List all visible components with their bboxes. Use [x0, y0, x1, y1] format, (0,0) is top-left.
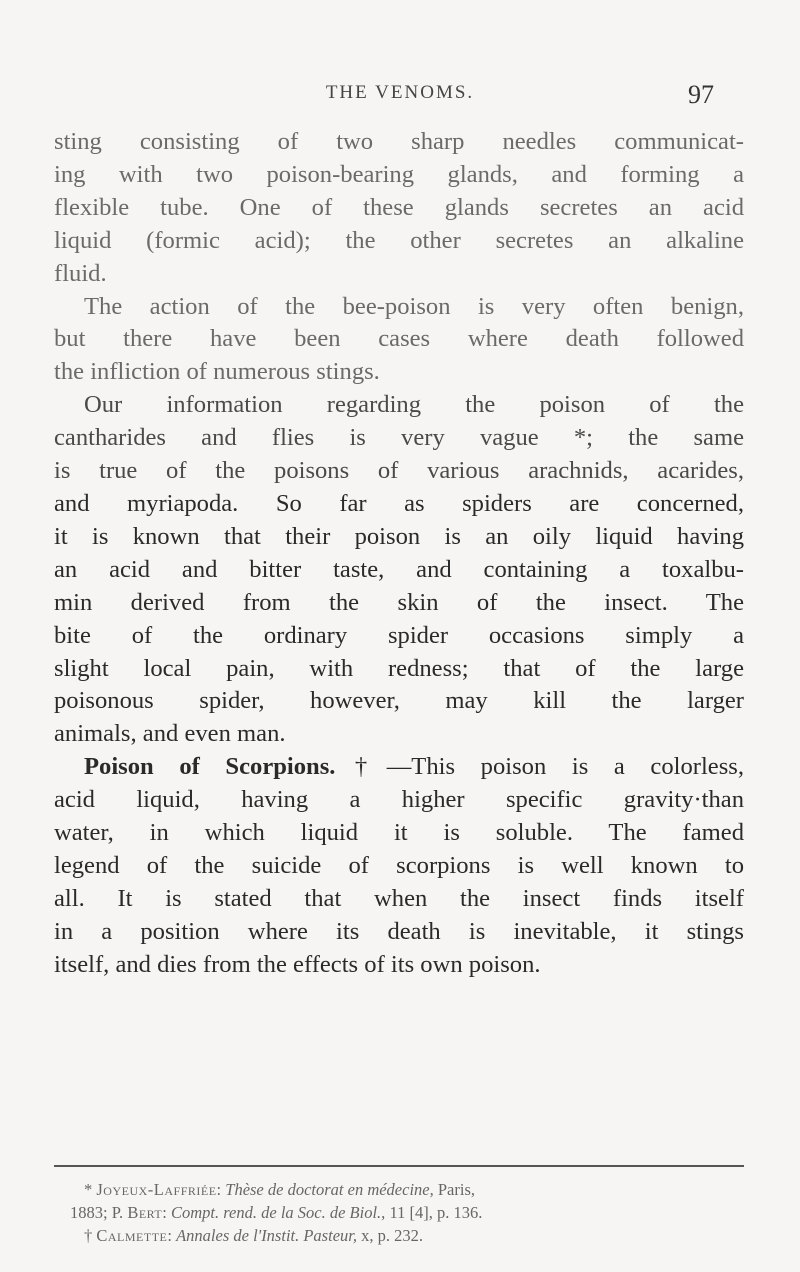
section-heading: Poison of Scorpions. — [84, 753, 336, 781]
footnote-title: Annales de l'Instit. Pasteur, — [176, 1226, 357, 1245]
body-line: animals, and even man. — [54, 720, 286, 748]
body-line: ing with two poison-bearing glands, and forming a — [54, 160, 744, 188]
body-line: The action of the bee-poison is very often benign, — [84, 292, 744, 320]
footnote-divider — [54, 1165, 744, 1167]
footnote-title: Compt. rend. de la Soc. de Biol., — [170, 1203, 386, 1222]
footnote-2: † Calmette: Annales de l'Instit. Pasteur, x, p. 232. — [84, 1226, 423, 1245]
running-head — [0, 82, 800, 112]
body-line: min derived from the skin of the insect. The — [54, 588, 744, 616]
footnote-title: Thèse de doctorat en médecine, — [225, 1180, 434, 1199]
footnote-1: * Joyeux-Laffriée: Thèse de doctorat en médecine, Paris, — [84, 1180, 475, 1199]
body-line: itself, and dies from the effects of its own poison. — [54, 950, 541, 978]
body-line: in a position where its death is inevitable, it stings — [54, 917, 744, 945]
footnote-1-cont: 1883; P. Bert: Compt. rend. de la Soc. de Biol., 11 [4], p. 136. — [70, 1203, 483, 1222]
footnote-text: x, p. 232. — [361, 1226, 423, 1245]
body-line: it is known that their poison is an oily liquid having — [54, 522, 744, 550]
footnote-mark: * — [84, 1180, 93, 1199]
body-line: fluid. — [54, 259, 107, 287]
running-title: THE VENOMS. — [325, 82, 475, 103]
body-line: an acid and bitter taste, and containing a toxalbu- — [54, 555, 744, 583]
body-line: all. It is stated that when the insect finds itself — [54, 884, 744, 912]
body-line: cantharides and flies is very vague *; the same — [54, 424, 744, 452]
body-line: the infliction of numerous stings. — [54, 358, 380, 386]
body-line: slight local pain, with redness; that of the large — [54, 654, 744, 682]
footnotes — [70, 1178, 744, 1247]
footnote-text: Paris, — [437, 1180, 475, 1199]
body-line: bite of the ordinary spider occasions simply a — [54, 621, 744, 649]
footnote-author: Joyeux-Laffriée — [96, 1180, 217, 1199]
scorpion-paragraph-first-line — [54, 751, 744, 784]
body-line: is true of the poisons of various arachnids, acarides, — [54, 457, 744, 485]
body-line: flexible tube. One of these glands secretes an acid — [54, 193, 744, 221]
footnote-author: Calmette — [96, 1226, 168, 1245]
body-line: water, in which liquid it is soluble. The famed — [54, 819, 744, 847]
footnote-mark: † — [84, 1226, 93, 1245]
footnote-ref: † — [335, 753, 387, 781]
body-line: acid liquid, having a higher specific gravity·than — [54, 786, 744, 814]
body-line: liquid (formic acid); the other secretes an alkaline — [54, 226, 744, 254]
body-line: Our information regarding the poison of the — [84, 391, 744, 419]
footnote-author: Bert — [127, 1203, 163, 1222]
footnote-text: 11 [4], p. 136. — [389, 1203, 483, 1222]
body-line: legend of the suicide of scorpions is well known to — [54, 851, 744, 879]
body-line: and myriapoda. So far as spiders are concerned, — [54, 489, 744, 517]
body-text — [54, 126, 744, 982]
body-line: but there have been cases where death followed — [54, 325, 744, 353]
footnote-text: 1883; P. — [70, 1203, 124, 1222]
body-line: poisonous spider, however, may kill the larger — [54, 687, 744, 715]
body-line-rest: —This poison is a colorless, — [386, 753, 744, 781]
body-line: sting consisting of two sharp needles communicat- — [54, 128, 744, 155]
page-number: 97 — [688, 80, 714, 109]
